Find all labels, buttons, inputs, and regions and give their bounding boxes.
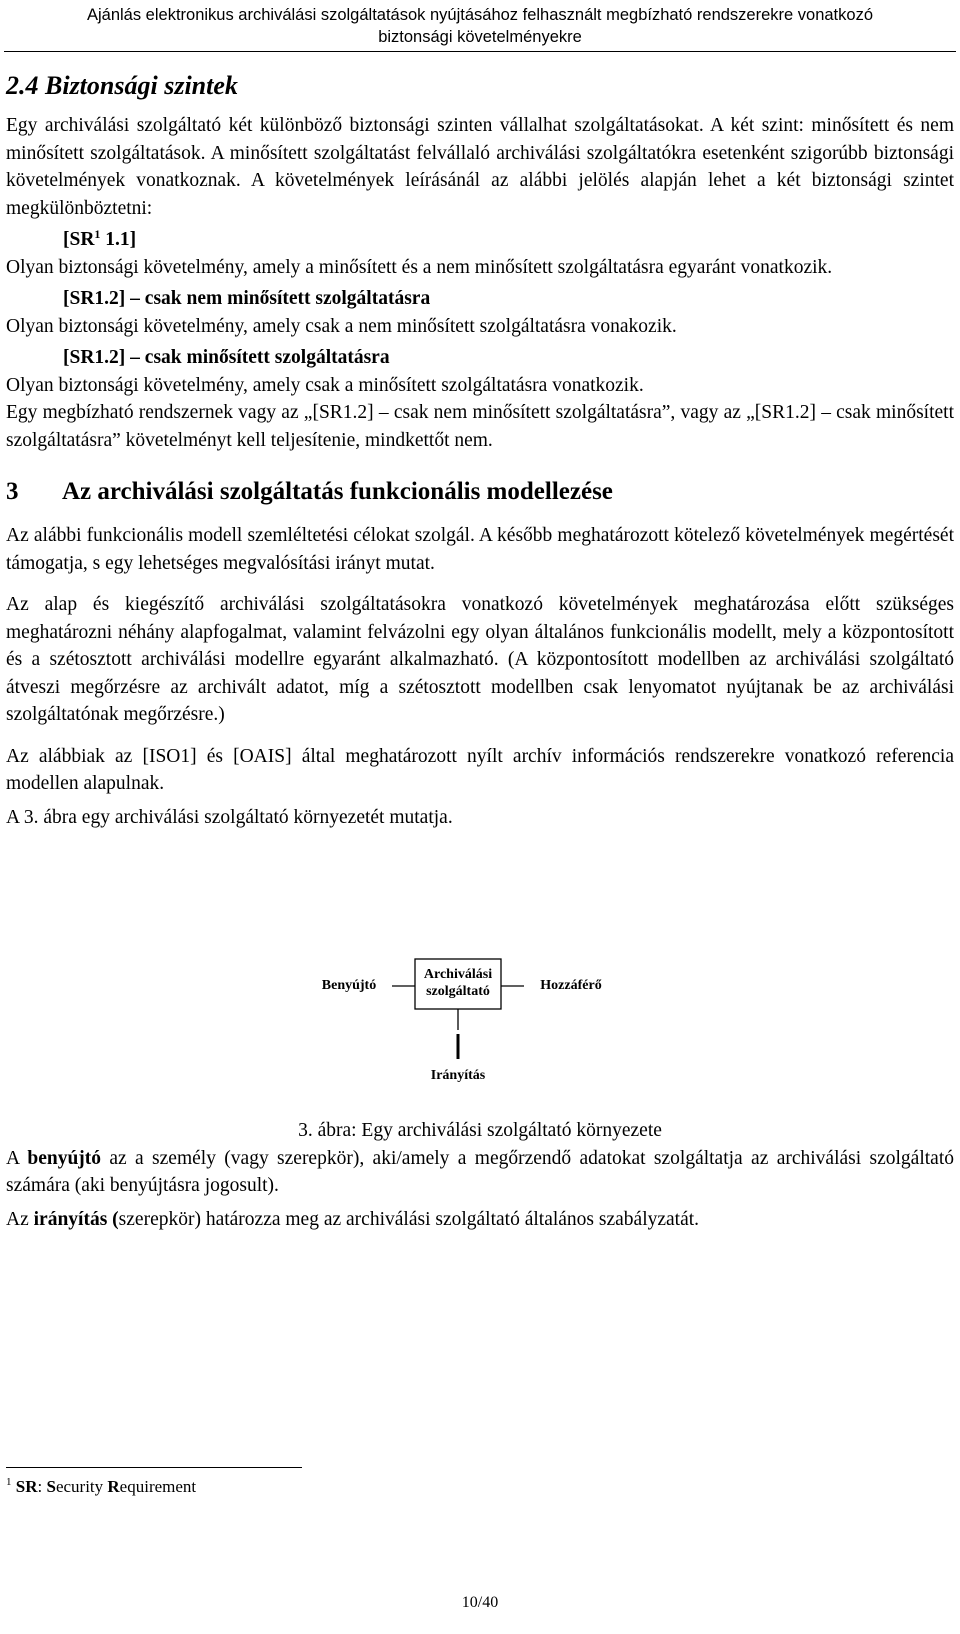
page-number: 10/40 <box>461 1594 499 1611</box>
header-line-1: Ajánlás elektronikus archiválási szolgáltatások nyújtásához felhasznált megbízható rendszerekre vonatkozó <box>86 6 873 24</box>
definition-text: A <box>6 1147 28 1169</box>
center-node-line-2: szolgáltató <box>426 984 490 999</box>
header-rule <box>4 51 956 52</box>
requirement-non-qualified-id: [SR1.2] – csak nem minősített szolgáltatásra <box>63 288 431 309</box>
requirement-non-qualified-description: Olyan biztonsági követelmény, amely csak a nem minősített szolgáltatásra vonakozik. <box>6 315 677 337</box>
main-content <box>6 70 954 1233</box>
section-3-heading <box>6 476 954 508</box>
footnote-text: ecurity <box>55 1477 108 1496</box>
footnote-initial: S <box>46 1477 56 1496</box>
requirement-qualified-id: [SR1.2] – csak minősített szolgáltatásra <box>63 347 390 368</box>
figure-3-diagram <box>6 867 954 1117</box>
management-node: Irányítás <box>430 1068 486 1083</box>
footnote-mark: 1 <box>6 1476 12 1488</box>
submitter-node: Benyújtó <box>321 978 377 993</box>
header-line-2: biztonsági követelményekre <box>378 28 582 46</box>
running-header <box>0 4 960 48</box>
definition-text: az a személy (vagy szerepkör), aki/amely a megőrzendő adatokat szolgáltatja az archiválási szolgáltató számára (aki benyújtásra jogosult). <box>6 1147 954 1196</box>
definition-submitter <box>6 1145 954 1200</box>
footnote-1 <box>6 1476 196 1498</box>
req-id-prefix: [SR <box>63 229 95 250</box>
footnote-initial: R <box>107 1477 120 1496</box>
section-2-4-title: 2.4 Biztonsági szintek <box>6 71 238 100</box>
section-3-paragraph-4: A 3. ábra egy archiválási szolgáltató környezetét mutatja. <box>6 806 453 828</box>
req-id-suffix: 1.1] <box>100 229 137 250</box>
section-3-number: 3 <box>6 478 19 505</box>
section-3-title: Az archiválási szolgáltatás funkcionális modellezése <box>62 478 613 505</box>
footnote-text: : <box>37 1477 47 1496</box>
definition-management <box>6 1206 954 1234</box>
section-3-paragraph-1: Az alábbi funkcionális modell szemléltetési célokat szolgál. A később meghatározott kötelező követelmények megértését támogatja, s egy lehetséges megvalósítási irányt mutat. <box>6 525 954 574</box>
section-2-4-intro: Egy archiválási szolgáltató két különböző biztonsági szinten vállalhat szolgáltatásokat. A két szint: minősített és nem minősített szolgáltatások. A minősített szolgáltatást felvállaló archiválási szolgáltatókra esetenként szigorúbb biztonsági követelmények vonatkoznak. A követelmények leírásánál az alábbi jelölés alapján lehet a két biztonsági szintet megkülönböztetni: <box>6 115 954 219</box>
section-3-paragraph-2: Az alap és kiegészítő archiválási szolgáltatásokra vonatkozó követelmények meghatározása előtt szükséges meghatározni néhány alapfogalmat, valamint felvázolni egy olyan általános funkcionális modellt, mely a központosított és a szétosztott archiválási modellre egyaránt alkalmazható. (A központosított modellben az archiválási szolgáltató átveszi megőrzésre az archivált adatot, míg a szétosztott modellben csak lenyomatot nyújtanak be az archiválási szolgáltatónak megőrzésre.) <box>6 594 954 725</box>
requirement-qualified-description: Olyan biztonsági követelmény, amely csak a minősített szolgáltatásra vonatkozik. <box>6 374 644 396</box>
center-node-line-1: Archiválási <box>423 967 493 982</box>
definition-term: benyújtó <box>27 1147 102 1169</box>
accessor-node: Hozzáférő <box>540 978 602 993</box>
requirement-sr-1-1-id <box>63 226 954 254</box>
footnote-abbrev: SR <box>15 1477 38 1496</box>
footnote-separator <box>6 1467 302 1468</box>
section-3-paragraph-3: Az alábbiak az [ISO1] és [OAIS] által meghatározott nyílt archív információs rendszerekre vonatkozó referencia modellen alapulnak. <box>6 745 954 794</box>
footnote-text: equirement <box>119 1477 197 1496</box>
definition-text: szerepkör) határozza meg az archiválási szolgáltató általános szabályzatát. <box>118 1208 700 1230</box>
requirement-sr-1-1-description: Olyan biztonsági követelmény, amely a minősített és a nem minősített szolgáltatásra egyaránt vonatkozik. <box>6 256 833 278</box>
footnote-reference[interactable]: 1 <box>94 227 101 241</box>
archiving-provider-node <box>415 966 501 1000</box>
figure-3-caption: 3. ábra: Egy archiválási szolgáltató környezete <box>298 1120 662 1141</box>
definition-text: Az <box>6 1208 34 1230</box>
definition-term: irányítás ( <box>33 1208 119 1230</box>
section-2-4-closing: Egy megbízható rendszernek vagy az „[SR1.2] – csak nem minősített szolgáltatásra”, vagy az „[SR1.2] – csak minősített szolgáltatásra” követelményt kell teljesítenie, mindkettőt nem. <box>6 402 954 451</box>
